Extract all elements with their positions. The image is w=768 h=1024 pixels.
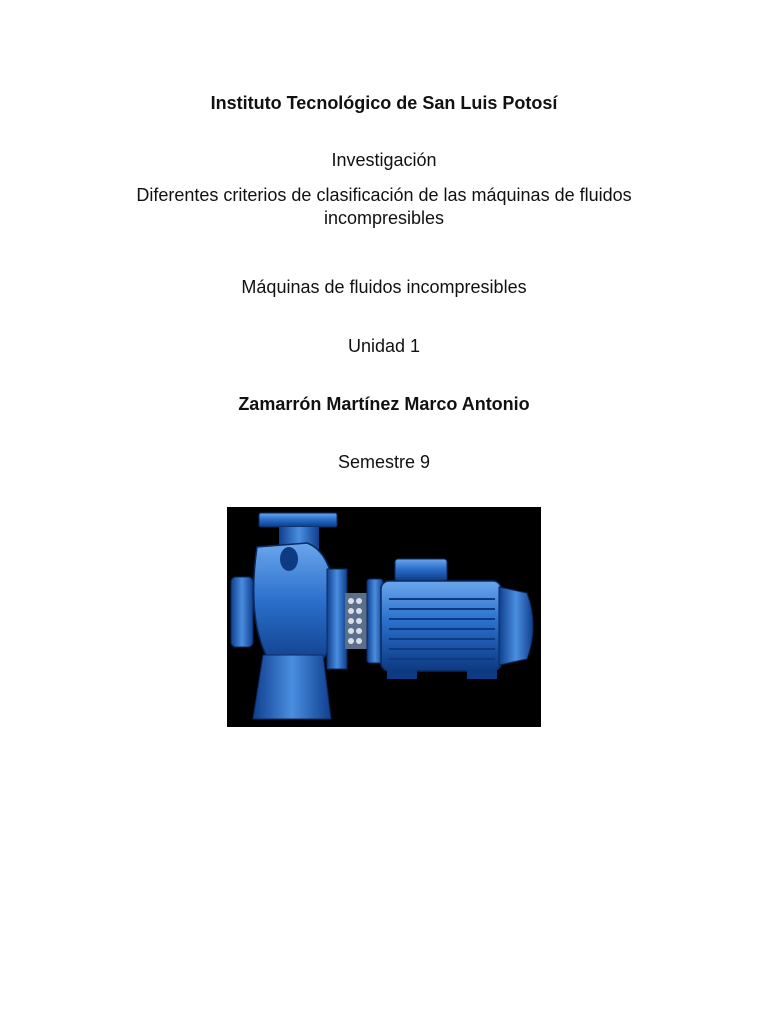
centrifugal-pump-icon — [227, 507, 541, 727]
pump-image — [227, 507, 541, 727]
author-name: Zamarrón Martínez Marco Antonio — [238, 394, 530, 414]
subject-name: Máquinas de fluidos incompresibles — [241, 277, 527, 297]
unit-label: Unidad 1 — [347, 336, 421, 356]
document-topic: Diferentes criterios de clasificación de las máquinas de fluidos incompresibles — [136, 185, 632, 228]
semester-label: Semestre 9 — [337, 452, 431, 472]
document-type: Investigación — [331, 150, 437, 170]
institution-name: Instituto Tecnológico de San Luis Potosí — [210, 93, 558, 113]
